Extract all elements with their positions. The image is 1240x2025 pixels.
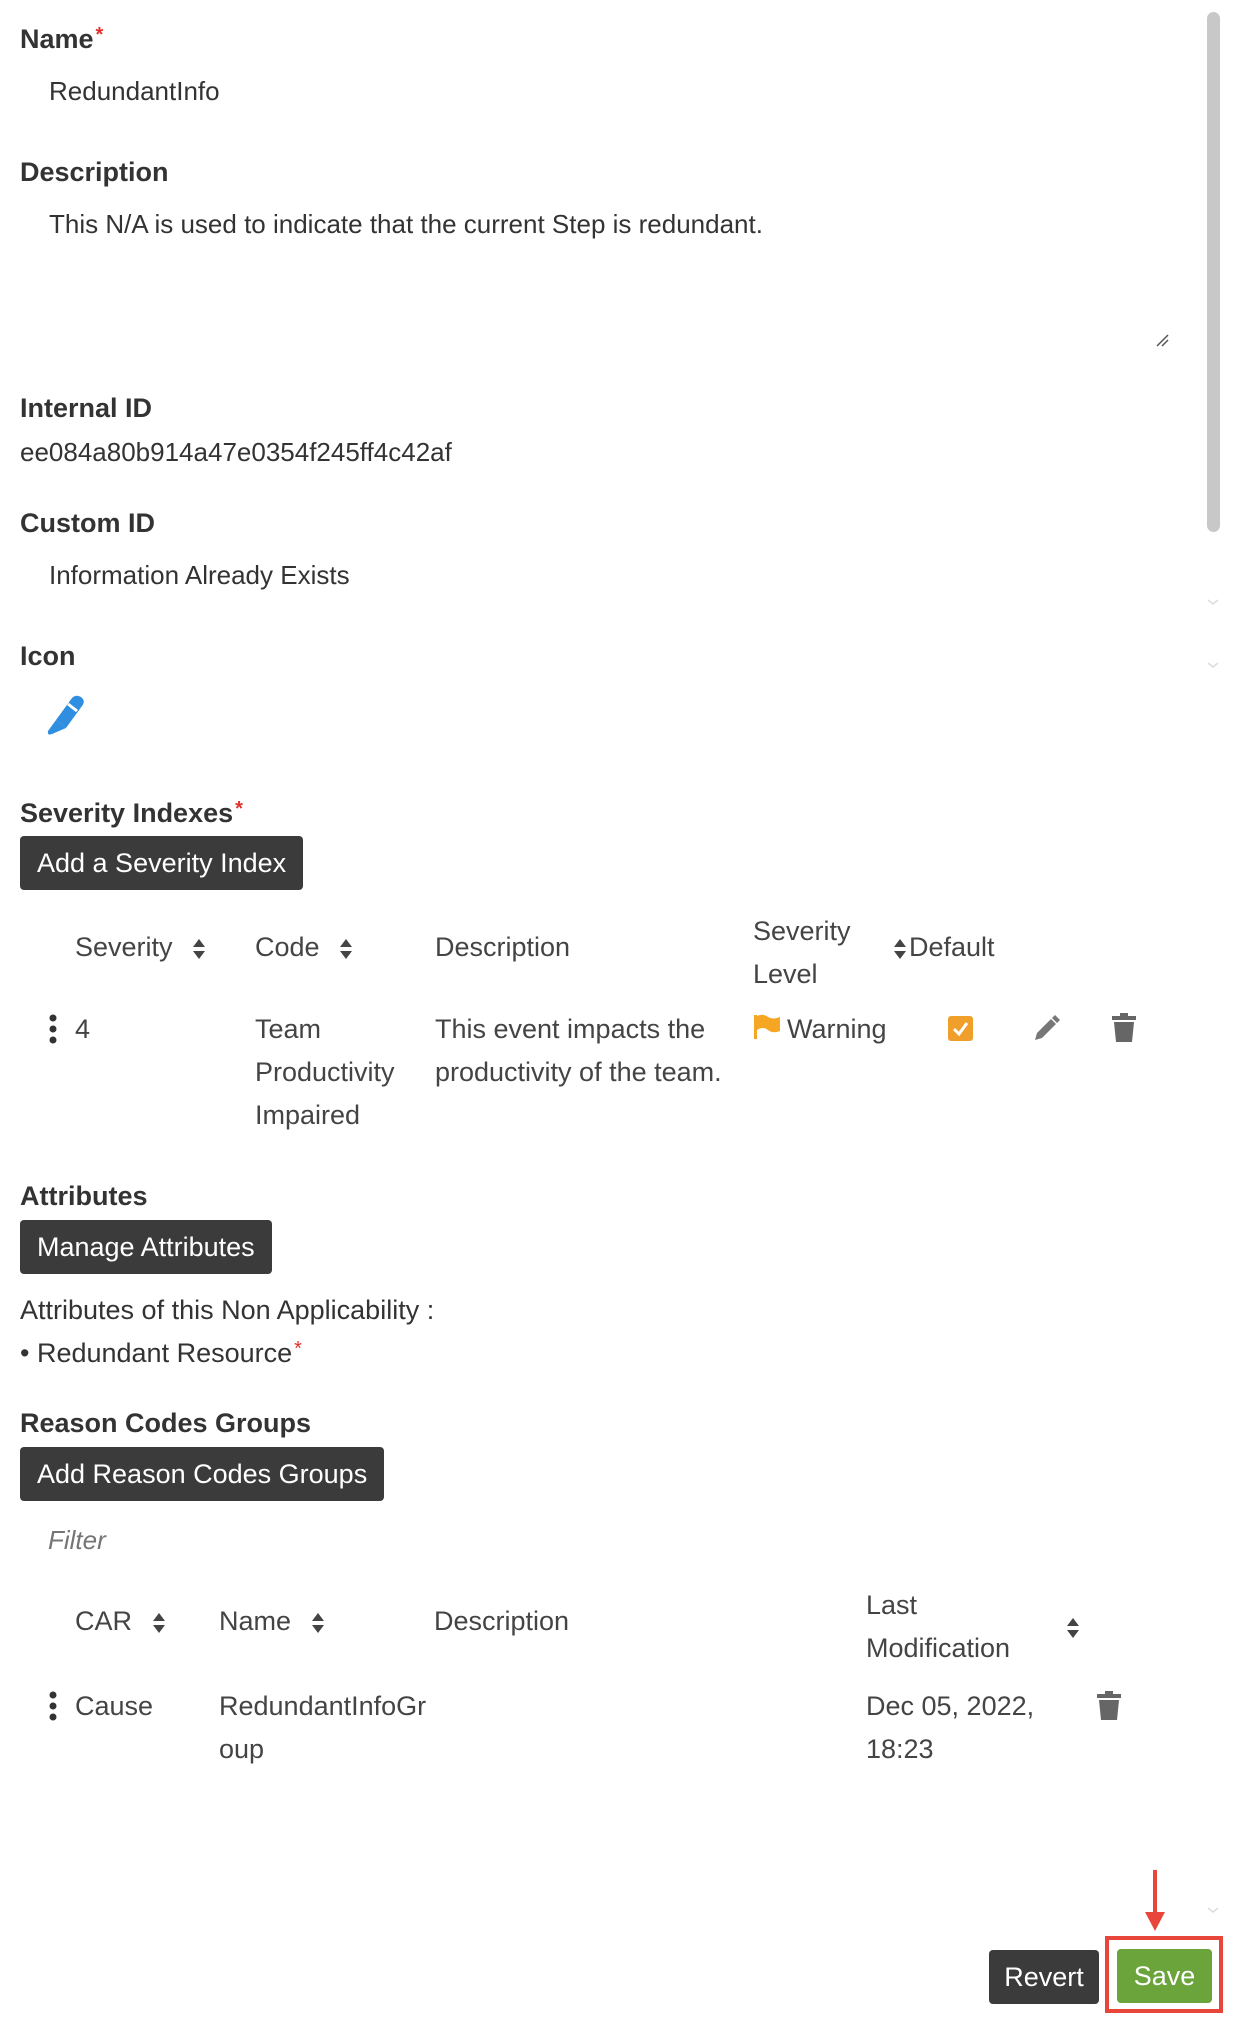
severity-indexes-label: [20, 798, 243, 829]
resize-handle-icon[interactable]: [1154, 332, 1170, 348]
default-column-header[interactable]: [893, 932, 995, 963]
custom-id-label: Custom ID: [20, 508, 155, 538]
severity-header-text: Severity: [75, 932, 173, 962]
edit-icon[interactable]: [1031, 1014, 1061, 1044]
description-line: This event impacts the: [435, 1014, 706, 1044]
last-modification-header-line2: Modification: [866, 1633, 1011, 1663]
add-reason-codes-groups-button[interactable]: Add Reason Codes Groups: [20, 1447, 384, 1501]
chevron-down-icon: [1206, 597, 1220, 607]
code-line: Impaired: [255, 1100, 361, 1130]
description-cell: [435, 1008, 722, 1094]
default-checkbox[interactable]: [948, 1016, 973, 1041]
description-textarea[interactable]: This N/A is used to indicate that the current Step is redundant.: [49, 209, 763, 239]
name-field[interactable]: RedundantInfo: [49, 76, 220, 106]
sort-icon[interactable]: [1066, 1617, 1080, 1639]
severity-level-cell: [753, 1008, 887, 1051]
chevron-down-icon: [1206, 660, 1220, 670]
sort-icon[interactable]: [339, 938, 353, 960]
add-severity-index-button[interactable]: Add a Severity Index: [20, 836, 303, 890]
description-column-header: Description: [435, 932, 571, 962]
last-modification-line: 18:23: [866, 1734, 934, 1764]
code-cell: [255, 1008, 395, 1137]
sort-icon[interactable]: [311, 1612, 325, 1634]
severity-indexes-label-text: Severity Indexes: [20, 798, 234, 828]
severity-level-text: Warning: [787, 1014, 887, 1044]
severity-level-column-header: [753, 910, 851, 996]
revert-button[interactable]: Revert: [989, 1950, 1099, 2004]
last-modification-column-header[interactable]: [866, 1584, 1010, 1670]
name-header-text: Name: [219, 1606, 292, 1636]
internal-id-label: Internal ID: [20, 393, 153, 423]
checkmark-icon: [948, 1016, 973, 1041]
code-header-text: Code: [255, 932, 320, 962]
save-button[interactable]: Save: [1117, 1949, 1212, 2003]
required-marker: *: [95, 24, 104, 46]
severity-column-header[interactable]: [75, 932, 206, 963]
severity-level-header-line1: Severity: [753, 916, 851, 946]
code-column-header[interactable]: [255, 932, 353, 963]
icon-label: Icon: [20, 641, 76, 671]
name-cell: [219, 1685, 426, 1771]
pencil-marker-icon[interactable]: [42, 690, 90, 738]
severity-level-header-line2: Level: [753, 959, 818, 989]
description-column-header: Description: [434, 1606, 570, 1636]
filter-input[interactable]: [36, 1518, 560, 1562]
car-cell: Cause: [75, 1691, 154, 1721]
required-marker: *: [235, 798, 243, 820]
manage-attributes-button[interactable]: Manage Attributes: [20, 1220, 272, 1274]
severity-cell: 4: [75, 1014, 91, 1044]
default-header-text: Default: [909, 932, 995, 962]
flag-icon: [753, 1014, 781, 1040]
internal-id-value: ee084a80b914a47e0354f245ff4c42af: [20, 437, 452, 467]
custom-id-field[interactable]: Information Already Exists: [49, 560, 350, 590]
car-header-text: CAR: [75, 1606, 133, 1636]
drag-handle-icon[interactable]: [48, 1014, 58, 1044]
sort-icon[interactable]: [152, 1612, 166, 1634]
attribute-item: [20, 1338, 302, 1369]
attributes-label: Attributes: [20, 1181, 148, 1211]
code-line: Productivity: [255, 1057, 395, 1087]
name-column-header[interactable]: [219, 1606, 325, 1637]
arrow-down-icon: [1144, 1870, 1166, 1932]
attributes-intro: Attributes of this Non Applicability :: [20, 1295, 435, 1325]
description-line: productivity of the team.: [435, 1057, 722, 1087]
name-line: RedundantInfoGr: [219, 1691, 427, 1721]
name-label-text: Name: [20, 24, 94, 54]
required-marker: *: [294, 1338, 302, 1360]
name-line: oup: [219, 1734, 265, 1764]
code-line: Team: [255, 1014, 322, 1044]
last-modification-header-line1: Last: [866, 1590, 918, 1620]
drag-handle-icon[interactable]: [48, 1691, 58, 1721]
sort-icon[interactable]: [192, 938, 206, 960]
last-modification-line: Dec 05, 2022,: [866, 1691, 1035, 1721]
car-column-header[interactable]: [75, 1606, 166, 1637]
attribute-item-text: • Redundant Resource: [20, 1338, 293, 1368]
chevron-down-icon: [1206, 1905, 1220, 1915]
description-label: Description: [20, 157, 169, 187]
sort-icon[interactable]: [893, 938, 907, 960]
scrollbar-thumb[interactable]: [1207, 12, 1220, 532]
reason-codes-groups-label: Reason Codes Groups: [20, 1408, 312, 1438]
trash-icon[interactable]: [1111, 1013, 1137, 1043]
last-modification-cell: [866, 1685, 1034, 1771]
name-label: [20, 24, 103, 55]
trash-icon[interactable]: [1096, 1691, 1122, 1721]
